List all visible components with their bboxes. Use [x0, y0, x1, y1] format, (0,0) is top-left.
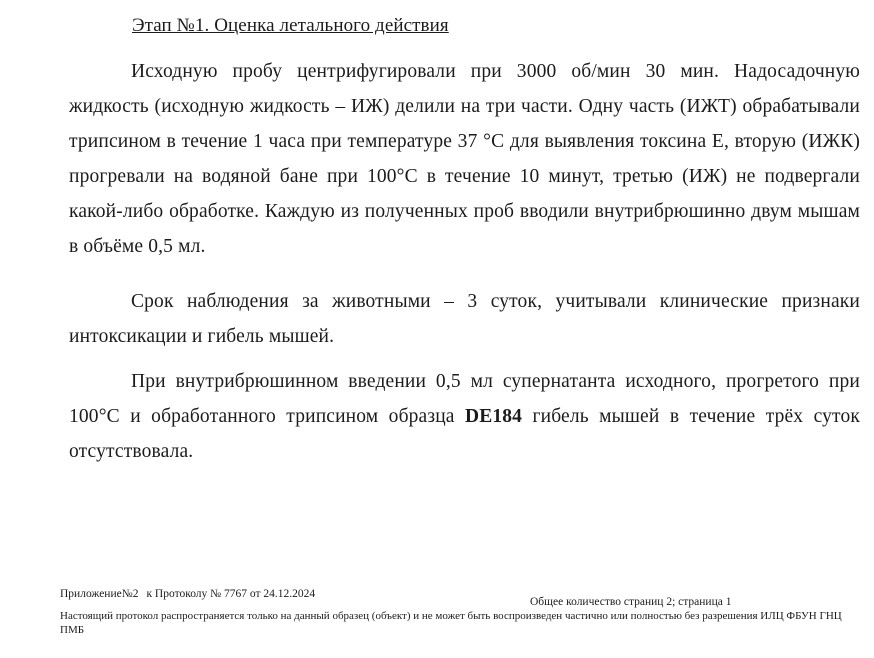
paragraph-observation: Срок наблюдения за животными – 3 суток, учитывали клинические признаки интоксикации и гибель мышей.	[69, 291, 860, 347]
page-count: Общее количество страниц 2; страница 1	[530, 596, 732, 608]
appendix-label: Приложение№2	[60, 588, 139, 600]
sample-code: DE184	[464, 406, 523, 427]
footer-disclaimer: Настоящий протокол распространяется только на данный образец (объект) и не может быть воспроизведен частично или полностью без разрешения ИЛЦ ФБУН ГНЦ ПМБ	[60, 610, 842, 636]
result-text-before: При внутрибрюшинном введении 0,5 мл супернатанта исходного, прогретого при 100°С и обработанного трипсином образца	[69, 371, 860, 427]
paragraph-method: Исходную пробу центрифугировали при 3000 об/мин 30 мин. Надосадочную жидкость (исходную жидкость – ИЖ) делили на три части. Одну часть (ИЖТ) обрабатывали трипсином в течение 1 часа при температуре 37 °С для выявления токсина Е, вторую (ИЖК) прогревали на водяной бане при 100°С в течение 10 минут, третью (ИЖ) не подвергали какой-либо обработке. Каждую из полученных проб вводили внутрибрюшинно двум мышам в объёме 0,5 мл.	[69, 61, 860, 257]
paragraph-result	[69, 364, 860, 469]
protocol-reference: к Протоколу № 7767 от 24.12.2024	[146, 588, 316, 600]
result-text-after: гибель мышей в течение трёх суток отсутствовала.	[69, 406, 860, 462]
section-heading: Этап №1. Оценка летального действия	[132, 15, 449, 36]
footer-reference	[60, 588, 323, 600]
